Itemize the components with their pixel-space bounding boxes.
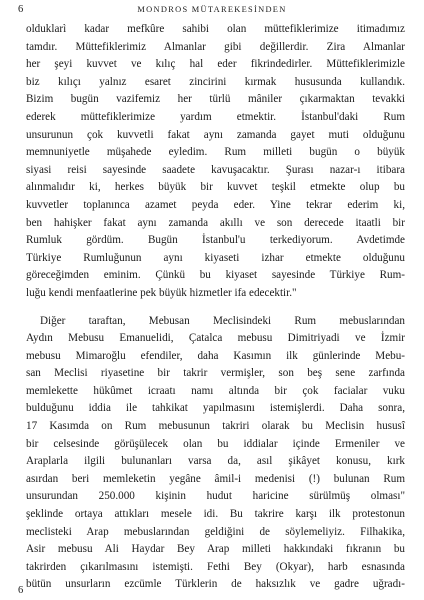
paragraph-2	[26, 313, 405, 595]
text-line: tamdır. Müttefiklerimiz Almanlar gibi değillerdir. Zira Almanlar	[26, 40, 405, 53]
text-line: 17 Kasımda on Rum mebusunun takriri olarak bu Meclisin hususî	[26, 420, 405, 433]
text-line: bütün unsurların ezcümle Türklerin de haksızlık ve gadre uğradı-	[26, 578, 405, 591]
text-line: asırdan beri memleketin yegâne âmil-i medenisi (!) bulunan Rum	[26, 472, 405, 485]
text-line: ben hahişker fakat aynı zamanda akıllı ve son derecede itaatli bir	[26, 216, 405, 229]
text-line: bulduğunu iddia ile tahkikat yapılmasını istemişlerdi. Daha sonra,	[26, 402, 405, 415]
text-line: unsurunun çok kuvvetli fakat aynı zamanda gayet muti olduğunu	[26, 128, 405, 141]
text-line: takrirden çıkarılmasını istemişti. Fethi Bey (Okyar), harb esnasında	[26, 560, 405, 573]
text-line: Rumluk gördüm. Bugün İstanbul'u terkediyorum. Avdetimde	[26, 234, 405, 247]
text-line: olduklarì kadar mefkûre sahibi olan müttefiklerimize itimadımız	[26, 23, 405, 35]
text-line: kuvvetler toplanınca azamet peyda eder. Yine tekrar ederim ki,	[26, 198, 405, 211]
text-line: Asir mebusu Ali Haydar Bey Arap milleti hakkındaki fıkranın bu	[26, 543, 405, 556]
text-line: Diğer taraftan, Mebusan Meclisindeki Rum mebuslarından	[40, 314, 405, 327]
paragraph-1	[26, 21, 405, 303]
text-line: memlekette hükûmet icraatı namı altında bir çok facialar vuku	[26, 384, 405, 397]
text-line: Aydın Mebusu Emanuelidi, Çatalca mebusu Dimitriyadi ve İzmir	[26, 332, 405, 345]
paragraph-gap	[26, 303, 405, 313]
text-line: alınmalıdır ki, herkes büyük bir kuvvet teşkil etmekte olup bu	[26, 181, 405, 194]
body-text	[26, 21, 405, 594]
text-line: her şeyi kuvvet ve kılıç hal eder fikrindedirler. Müttefiklerimizle	[26, 58, 405, 71]
text-line: meclisteki Arap mebuslarından geldiğini de söylemeliyiz. Filhakika,	[26, 525, 405, 538]
text-line: mebusu Mimaroğlu efendiler, daha Kasımın ilk günlerinde Mebu-	[26, 349, 405, 362]
running-head: MONDROS MÜTAREKESİNDEN	[137, 5, 287, 14]
page-header	[0, 4, 424, 18]
text-line: ederek müttefiklerimize yardım etmektir. İstanbul'daki Rum	[26, 110, 405, 123]
text-line: siyasi reisi sayesinde saadete kavuşacaktır. Şurası nazar-ı itibara	[26, 163, 405, 176]
text-line: şeklinde ortaya attıkları mesele idi. Bu takrire karşı ilk protestonun	[26, 508, 405, 521]
text-line: bir celsesinde görüşülecek olan bu iddialar içinde Ermeniler ve	[26, 437, 405, 450]
text-line: Bizim bugün vazifemiz her türlü mâniler çıkarmaktan tevakki	[26, 93, 405, 106]
text-line: unsurundan 250.000 kişinin hudut haricine sürülmüş olması"	[26, 490, 405, 503]
page-number-bottom: 6	[18, 585, 24, 596]
text-line: göreceğimden eminim. Çünkü bu kiyaset sayesinde Türkiye Rum-	[26, 269, 405, 282]
text-line: memnuniyetle müşahede eyledim. Rum milleti bugün o büyük	[26, 146, 405, 159]
text-line: Araplarla ilgili bulunanları varsa da, asıl şikâyet konusu, kırk	[26, 455, 405, 468]
text-line: luğu kendi menfaatlerine pek büyük hizmetler ifa edecektir."	[26, 286, 297, 299]
text-line: san Meclisi riyasetine bir takrir vermişler, son beş sene zarfında	[26, 367, 405, 380]
page-number-top: 6	[18, 4, 24, 15]
text-line: biz kılıçı yalnız esaret zincirini kırmak hususunda kullandık.	[26, 75, 405, 88]
text-line: Türkiye Rumluğunun aynı kiyaseti izhar etmekte olduğunu	[26, 251, 405, 264]
